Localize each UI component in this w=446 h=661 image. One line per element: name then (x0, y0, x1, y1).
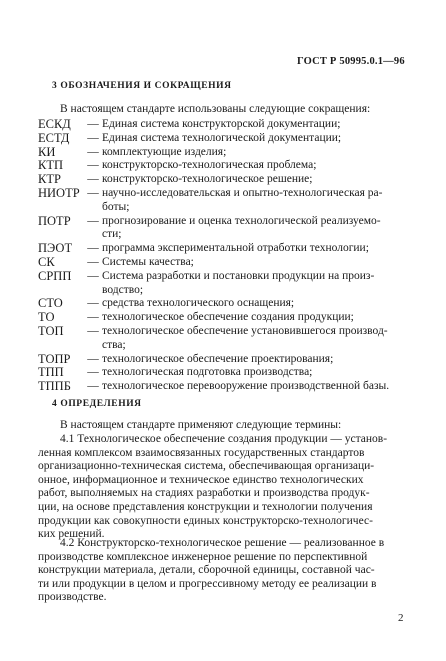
abbreviation-definition (100, 132, 410, 146)
abbreviation-item (38, 380, 410, 394)
paragraph-line: организационно-техническая система, обеспечивающая организаци- (38, 460, 375, 473)
standard-code: ГОСТ Р 50995.0.1—96 (297, 56, 405, 67)
definition-line: программа экспериментальной отработки технологии; (102, 242, 369, 255)
abbreviation-item (38, 146, 410, 160)
abbreviation-item (38, 173, 410, 187)
abbreviation-item (38, 366, 410, 380)
abbreviation-term: СРПП (38, 268, 72, 283)
definition-line: технологическое обеспечение установившегося производ- (102, 324, 388, 337)
abbreviation-term: ТППБ (38, 379, 71, 394)
definition-line: ства; (102, 338, 126, 351)
definition-4-2 (38, 537, 408, 605)
paragraph-line: 4.2 Конструкторско-технологическое решение — реализованное в (60, 537, 385, 549)
abbreviation-term: НИОТР (38, 185, 80, 200)
section-3-intro: В настоящем стандарте использованы следующие сокращения: (60, 103, 371, 115)
abbreviation-term: ЕСКД (38, 117, 71, 131)
section-4-title: 4 ОПРЕДЕЛЕНИЯ (52, 399, 142, 409)
paragraph-line: ции, на основе представления конструкции и технологии получения (38, 500, 373, 513)
definition-4-1 (38, 433, 408, 542)
definition-line: технологическое обеспечение проектирования; (102, 352, 334, 365)
page-number: 2 (398, 612, 404, 624)
paragraph-line: ти или продукции в целом и прогрессивному методу ее реализации в (38, 577, 377, 590)
definition-line: водство; (102, 283, 144, 296)
paragraph-line: работ, выполняемых на стадиях разработки и производства продук- (38, 487, 370, 500)
abbreviation-dash: — (87, 242, 99, 255)
paragraph-line: производстве. (38, 591, 107, 604)
abbreviation-definition (100, 159, 410, 173)
abbreviation-dash: — (87, 131, 99, 144)
abbreviation-item (38, 159, 410, 173)
abbreviation-list (38, 118, 410, 394)
definition-line: средства технологического оснащения; (102, 297, 295, 310)
section-4-intro: В настоящем стандарте применяют следующие термины: (60, 419, 342, 431)
abbreviation-dash: — (87, 352, 99, 365)
abbreviation-dash: — (87, 145, 99, 158)
abbreviation-item (38, 132, 410, 146)
abbreviation-definition (100, 270, 410, 298)
abbreviation-term: СК (38, 254, 55, 269)
abbreviation-term: ПЭОТ (38, 241, 73, 256)
abbreviation-definition (100, 118, 410, 132)
abbreviation-term: КТП (38, 158, 63, 173)
definition-line: сти; (102, 228, 122, 241)
abbreviation-term: ТОПР (38, 351, 71, 366)
definition-line: прогнозирование и оценка технологической реализуемо- (102, 214, 381, 227)
abbreviation-definition (100, 311, 410, 325)
abbreviation-definition (100, 146, 410, 160)
definition-line: научно-исследовательская и опытно-технологическая ра- (102, 186, 383, 199)
abbreviation-term: СТО (38, 296, 63, 311)
abbreviation-dash: — (87, 159, 99, 172)
paragraph-line: 4.1 Технологическое обеспечение создания продукции — установ- (60, 433, 388, 445)
abbreviation-definition (100, 325, 410, 353)
abbreviation-term: ЕСТД (38, 130, 70, 145)
abbreviation-definition (100, 366, 410, 380)
abbreviation-definition (100, 173, 410, 187)
definition-line: Единая система технологической документации; (102, 131, 342, 144)
paragraph-line: продукции как совокупности единых конструкторско-технологичес- (38, 514, 373, 527)
abbreviation-dash: — (87, 118, 99, 130)
paragraph-line: производстве комплексное инженерное решение по перспективной (38, 550, 368, 563)
abbreviation-definition (100, 187, 410, 215)
abbreviation-dash: — (87, 380, 99, 393)
abbreviation-term: ТПП (38, 365, 64, 380)
paragraph-line: конструкции материала, детали, сборочной единицы, составной час- (38, 564, 375, 577)
abbreviation-definition (100, 380, 410, 394)
abbreviation-item (38, 118, 410, 132)
definition-line: Системы качества; (102, 255, 194, 268)
abbreviation-term: ТО (38, 310, 55, 325)
paragraph-line: онное, информационное и техническое единство технологических (38, 473, 364, 486)
definition-line: технологическое обеспечение создания продукции; (102, 311, 354, 324)
abbreviation-dash: — (87, 173, 99, 186)
abbreviation-item (38, 311, 410, 325)
paragraph-line: ких решений. (38, 528, 105, 541)
abbreviation-definition (100, 256, 410, 270)
abbreviation-definition (100, 297, 410, 311)
abbreviation-item (38, 187, 410, 215)
abbreviation-dash: — (87, 366, 99, 379)
abbreviation-definition (100, 353, 410, 367)
abbreviation-dash: — (87, 186, 99, 199)
abbreviation-item (38, 242, 410, 256)
abbreviation-term: КИ (38, 144, 56, 159)
abbreviation-term: ПОТР (38, 213, 71, 228)
abbreviation-definition (100, 242, 410, 256)
definition-line: технологическое перевооружение производственной базы. (102, 380, 390, 393)
abbreviation-item (38, 353, 410, 367)
definition-line: Система разработки и постановки продукции на произ- (102, 269, 375, 282)
definition-line: комплектующие изделия; (102, 145, 227, 158)
abbreviation-item (38, 256, 410, 270)
definition-line: технологическая подготовка производства; (102, 366, 313, 379)
abbreviation-term: ТОП (38, 323, 64, 338)
abbreviation-dash: — (87, 311, 99, 324)
definition-line: конструкторско-технологическое решение; (102, 173, 313, 186)
abbreviation-item (38, 297, 410, 311)
abbreviation-item (38, 215, 410, 243)
abbreviation-dash: — (87, 255, 99, 268)
abbreviation-item (38, 270, 410, 298)
abbreviation-item (38, 325, 410, 353)
abbreviation-definition (100, 215, 410, 243)
definition-line: Единая система конструкторской документации; (102, 118, 341, 130)
abbreviation-dash: — (87, 324, 99, 337)
section-3-title: 3 ОБОЗНАЧЕНИЯ И СОКРАЩЕНИЯ (52, 81, 232, 91)
definition-line: боты; (102, 200, 130, 213)
abbreviation-dash: — (87, 269, 99, 282)
abbreviation-dash: — (87, 297, 99, 310)
abbreviation-term: КТР (38, 172, 61, 187)
definition-line: конструкторско-технологическая проблема; (102, 159, 317, 172)
paragraph-line: ленная комплексом взаимосвязанных государственных стандартов (38, 446, 365, 459)
abbreviation-dash: — (87, 214, 99, 227)
